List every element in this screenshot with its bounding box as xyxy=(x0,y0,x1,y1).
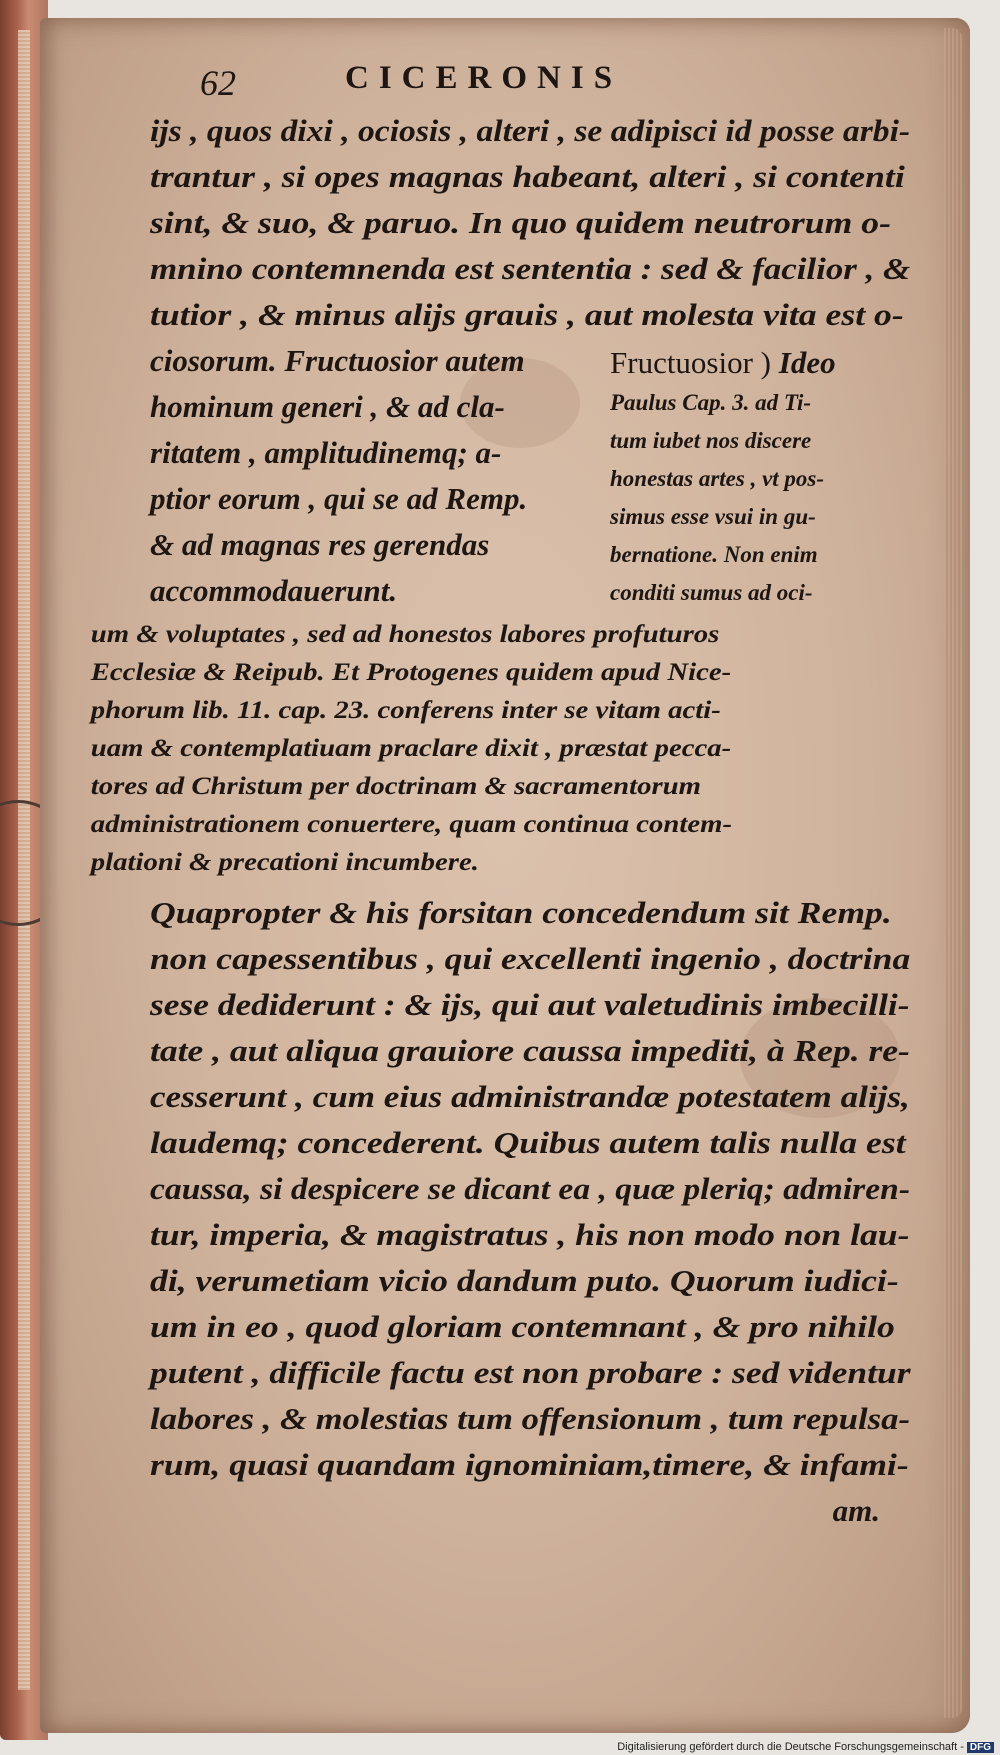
text-line: & ad magnas res gerendas xyxy=(150,527,490,562)
note-first-line xyxy=(610,342,930,384)
note-line: uam & contemplatiuam praclare dixit , præstat pecca- xyxy=(90,735,732,762)
body-paragraph-top xyxy=(150,108,940,338)
text-line: um in eo , quod gloriam contemnant , & pro nihilo xyxy=(150,1309,895,1344)
note-line: tum iubet nos discere xyxy=(610,428,812,453)
text-line: tate , aut aliqua grauiore caussa impediti, à Rep. re- xyxy=(150,1033,910,1068)
note-line: honestas artes , vt pos- xyxy=(610,466,825,491)
text-line: sint, & suo, & paruo. In quo quidem neutrorum o- xyxy=(150,205,891,240)
note-continuation xyxy=(90,616,940,882)
note-lemma: Fructuosior ) xyxy=(610,345,772,380)
text-line: mnino contemnenda est sententia : sed & facilior , & xyxy=(150,251,911,286)
note-line: plationi & precationi incumbere. xyxy=(90,849,479,876)
page-text xyxy=(90,58,940,1534)
text-line: trantur , si opes magnas habeant, alteri , si contenti xyxy=(150,159,905,194)
running-title: CICERONIS xyxy=(345,60,623,96)
page-header xyxy=(150,58,940,108)
text-line: di, verumetiam vicio dandum puto. Quorum iudici- xyxy=(150,1263,899,1298)
note-line: simus esse vsui in gu- xyxy=(610,504,816,529)
note-text: Ideo xyxy=(778,345,836,380)
text-line: ijs , quos dixi , ociosis , alteri , se adipisci id posse arbi- xyxy=(150,113,911,148)
credit-text: Digitalisierung gefördert durch die Deutsche Forschungsgemeinschaft - xyxy=(617,1741,964,1753)
text-line: labores , & molestias tum offensionum , tum repulsa- xyxy=(150,1401,911,1436)
text-line: accommodauerunt. xyxy=(150,573,398,608)
note-line: tores ad Christum per doctrinam & sacramentorum xyxy=(90,773,701,800)
text-line: Quapropter & his forsitan concedendum sit Remp. xyxy=(150,895,892,930)
note-line: conditi sumus ad oci- xyxy=(610,580,813,605)
note-line: phorum lib. 11. cap. 23. conferens inter se vitam acti- xyxy=(90,697,721,724)
text-line: rum, quasi quandam ignominiam,timere, & infami- xyxy=(150,1447,909,1482)
text-line: non capessentibus , qui excellenti ingenio , doctrina xyxy=(150,941,911,976)
text-line: putent , difficile factu est non probare : sed videntur xyxy=(150,1355,911,1390)
text-line: tutior , & minus alijs grauis , aut molesta vita est o- xyxy=(150,297,904,332)
two-column-section xyxy=(150,338,940,622)
text-line: tur, imperia, & magistratus , his non modo non lau- xyxy=(150,1217,910,1252)
body-column-left xyxy=(150,338,570,614)
marginal-note xyxy=(610,342,930,612)
catchword: am. xyxy=(832,1493,880,1528)
note-line: bernatione. Non enim xyxy=(610,542,818,567)
note-line: Paulus Cap. 3. ad Ti- xyxy=(610,390,812,415)
dfg-logo-badge: DFG xyxy=(967,1742,994,1753)
text-line: hominum generi , & ad cla- xyxy=(150,389,505,424)
spacer xyxy=(150,882,940,890)
page-number: 62 xyxy=(200,63,236,103)
digitization-credit xyxy=(617,1741,994,1753)
text-line: ritatem , amplitudinemq; a- xyxy=(150,435,502,470)
text-line: sese dediderunt : & ijs, qui aut valetudinis imbecilli- xyxy=(150,987,910,1022)
note-line: Ecclesiæ & Reipub. Et Protogenes quidem apud Nice- xyxy=(90,659,732,686)
text-line: ptior eorum , qui se ad Remp. xyxy=(150,481,528,516)
note-line: um & voluptates , sed ad honestos labores profuturos xyxy=(90,621,720,648)
text-line: caussa, si despicere se dicant ea , quæ pleriq; admiren- xyxy=(150,1171,911,1206)
text-line: cesserunt , cum eius administrandæ potestatem alijs, xyxy=(150,1079,910,1114)
note-line: administrationem conuertere, quam continua contem- xyxy=(90,811,733,838)
body-paragraph-bottom xyxy=(150,890,940,1534)
text-line: laudemq; concederent. Quibus autem talis nulla est xyxy=(150,1125,906,1160)
text-line: ciosorum. Fructuosior autem xyxy=(150,343,525,378)
